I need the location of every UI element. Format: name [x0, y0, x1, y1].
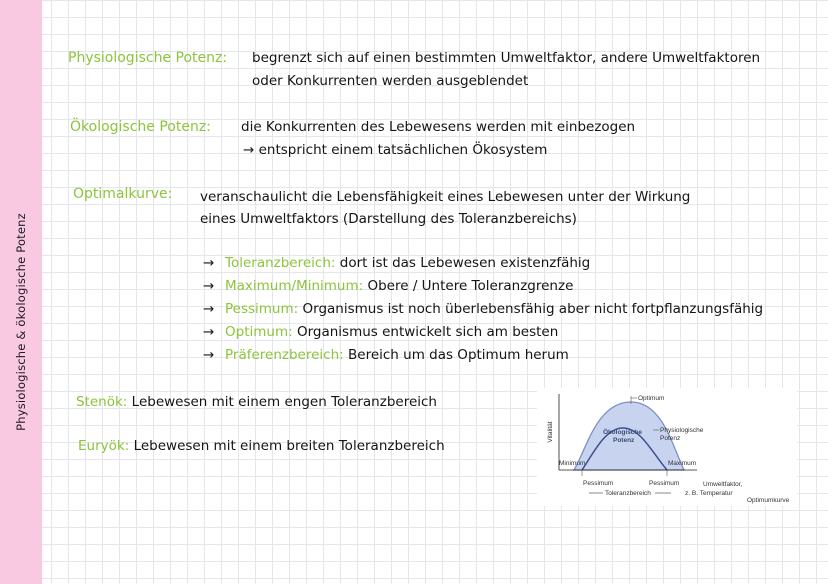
x-axis-label-1: Umweltfaktor,: [703, 481, 743, 488]
bullet-term: Pessimum:: [225, 301, 299, 317]
term-oekologische-potenz: Ökologische Potenz:: [70, 119, 211, 135]
pessimum-right-label: Pessimum: [649, 480, 680, 487]
term-stenoek: Stenök:: [76, 394, 128, 410]
bullet-text: Bereich um das Optimum herum: [348, 347, 569, 363]
maximum-label: Maximum: [668, 460, 697, 467]
pessimum-left-label: Pessimum: [583, 480, 614, 487]
physiologische-label-1: Physiologische: [660, 427, 704, 434]
def-physiologische-line2: oder Konkurrenten werden ausgeblendet: [252, 73, 529, 89]
euryoek-row: [78, 438, 445, 455]
arrow-icon: →: [203, 347, 215, 363]
bullet-text: Obere / Untere Toleranzgrenze: [367, 278, 574, 294]
arrow-icon: →: [203, 324, 215, 340]
optimumkurve-diagram: [537, 388, 797, 506]
bullet-term: Präferenzbereich:: [225, 347, 344, 363]
oekologische-label-2: Potenz: [613, 437, 635, 444]
arrow-icon: →: [203, 255, 215, 271]
bullet-pessimum: [203, 301, 763, 318]
arrow-icon: →: [203, 301, 215, 317]
optimumkurve-figure: [537, 388, 797, 506]
oekologische-label-1: Ökologische: [603, 429, 643, 436]
minimum-label: Minimum: [559, 460, 586, 467]
term-physiologische-potenz: Physiologische Potenz:: [68, 50, 228, 66]
bullet-toleranzbereich: [203, 255, 590, 272]
def-euryoek: Lebewesen mit einem breiten Toleranzbereich: [133, 438, 445, 454]
bullet-text: dort ist das Lebewesen existenzfähig: [339, 255, 591, 271]
figure-caption: Optimumkurve: [747, 497, 790, 504]
sidebar-title: Physiologische & ökologische Potenz: [14, 213, 28, 431]
bullet-text: Organismus entwickelt sich am besten: [296, 324, 559, 340]
bullet-term: Maximum/Minimum:: [225, 278, 364, 294]
def-oekologische-line2: → entspricht einem tatsächlichen Ökosystem: [243, 142, 548, 158]
def-stenoek: Lebewesen mit einem engen Toleranzbereich: [131, 394, 437, 410]
def-optimalkurve-line1: veranschaulicht die Lebensfähigkeit eines Lebewesen unter der Wirkung: [200, 189, 691, 205]
y-axis-label: Vitalität: [547, 421, 554, 443]
stenoek-row: [76, 394, 437, 411]
bullet-praeferenzbereich: [203, 347, 569, 364]
term-optimalkurve: Optimalkurve:: [73, 186, 173, 202]
term-euryoek: Euryök:: [78, 438, 130, 454]
physiologische-label-2: Potenz: [660, 435, 681, 442]
bullet-term: Toleranzbereich:: [225, 255, 336, 271]
bullet-maximum-minimum: [203, 278, 573, 295]
def-physiologische-line1: begrenzt sich auf einen bestimmten Umweltfaktor, andere Umweltfaktoren: [252, 50, 761, 66]
def-oekologische-line1: die Konkurrenten des Lebewesens werden mit einbezogen: [241, 119, 636, 135]
def-optimalkurve-line2: eines Umweltfaktors (Darstellung des Toleranzbereichs): [200, 211, 577, 227]
x-axis-label-2: z. B. Temperatur: [685, 490, 733, 497]
optimum-label: Optimum: [638, 395, 665, 402]
bullet-term: Optimum:: [225, 324, 293, 340]
bullet-text: Organismus ist noch überlebensfähig aber nicht fortpflanzungsfähig: [302, 301, 764, 317]
arrow-icon: →: [203, 278, 215, 294]
bullet-optimum: [203, 324, 558, 341]
toleranzbereich-label: Toleranzbereich: [605, 490, 651, 497]
